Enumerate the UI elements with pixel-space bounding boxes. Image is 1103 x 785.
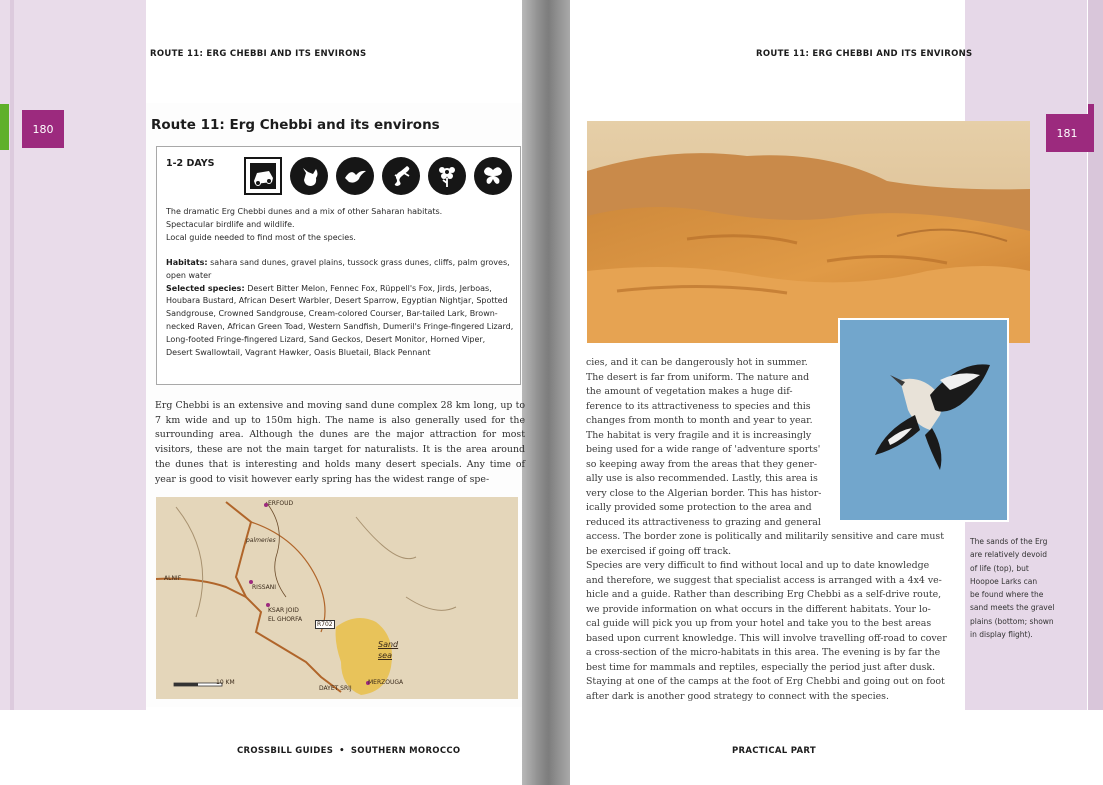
interest-icons xyxy=(244,157,512,195)
body-line: a cross-section of the micro-habitats in this area. The evening is by far the xyxy=(586,647,941,658)
body-line: The desert is far from uniform. The nature and xyxy=(586,371,810,383)
intro-line: Local guide needed to find most of the species. xyxy=(166,233,356,242)
body-line: ically provided some protection to the area and xyxy=(586,502,812,513)
habitats-label: Habitats: xyxy=(166,258,208,267)
map-label-sea: sea xyxy=(378,651,392,660)
map-label-alnif: ALNIF xyxy=(164,575,182,582)
caption-line: sand meets the gravel xyxy=(970,603,1055,613)
body-line: being used for a wide range of 'adventure sports' xyxy=(586,444,821,455)
body-line: cies, and it can be dangerously hot in summer. xyxy=(586,357,808,368)
green-edge-marker xyxy=(0,104,9,150)
caption-line: are relatively devoid xyxy=(970,550,1047,560)
caption-line: plains (bottom; shown xyxy=(970,616,1054,626)
body-line: ally use is also recommended. Lastly, this area is xyxy=(586,473,818,484)
body-line: be exercised if going off track. xyxy=(586,545,732,557)
map-label-sand: Sand xyxy=(378,640,399,649)
bird-icon xyxy=(336,157,374,195)
route-info-box xyxy=(156,146,521,385)
flower-icon xyxy=(428,157,466,195)
route-intro xyxy=(166,205,511,244)
dunes-illustration xyxy=(587,121,1030,343)
map-drawing xyxy=(156,497,518,699)
caption-line: of life (top), but xyxy=(970,563,1029,573)
intro-line: Spectacular birdlife and wildlife. xyxy=(166,220,295,229)
duration-label: 1-2 DAYS xyxy=(166,158,215,169)
caption-line: Hoopoe Larks can xyxy=(970,576,1038,586)
body-line: cal guide will pick you up from your hotel and take you to the best areas xyxy=(586,618,932,629)
book-gutter xyxy=(522,0,570,785)
reptile-icon xyxy=(382,157,420,195)
body-line: based upon current knowledge. This will involve travelling off-road to cover xyxy=(586,632,947,644)
map-scale-label: 10 KM xyxy=(216,679,235,686)
footer-left xyxy=(237,746,460,756)
body-line: the amount of vegetation makes a huge dif- xyxy=(586,386,793,397)
body-line: hicle and a guide. Rather than describing Erg Chebbi as a self-drive route, xyxy=(586,589,942,600)
body-line: and therefore, we suggest that specialist access is arranged with a 4x4 ve- xyxy=(586,574,942,586)
left-margin-strip xyxy=(10,0,14,710)
habitats-text: sahara sand dunes, gravel plains, tussock grass dunes, cliffs, palm groves, open water xyxy=(166,258,510,280)
footer-series: CROSSBILL GUIDES xyxy=(237,746,334,756)
species-label: Selected species: xyxy=(166,283,245,293)
photo-caption xyxy=(970,535,1070,641)
body-line: so keeping away from the areas that they gener- xyxy=(586,458,818,470)
butterfly-icon xyxy=(474,157,512,195)
body-text-right xyxy=(586,356,947,704)
mammal-icon xyxy=(290,157,328,195)
map-label-palmeries: palmeries xyxy=(246,537,276,544)
body-line: we provide information on what occurs in the different habitats. Your lo- xyxy=(586,603,931,615)
page-number-right: 181 xyxy=(1046,114,1088,152)
footer-book: SOUTHERN MOROCCO xyxy=(350,746,461,756)
dunes-photo xyxy=(587,121,1030,343)
caption-line: in display flight). xyxy=(970,630,1033,640)
footer-right: PRACTICAL PART xyxy=(732,746,816,756)
route-map xyxy=(156,497,518,699)
map-label-ksar: KSAR JOID xyxy=(268,607,299,614)
left-margin-band xyxy=(0,0,146,710)
habitats-and-species xyxy=(166,257,514,359)
map-label-road: R702 xyxy=(317,621,333,628)
species-paragraph xyxy=(166,283,514,360)
running-head-right: ROUTE 11: ERG CHEBBI AND ITS ENVIRONS xyxy=(756,49,973,59)
habitats-paragraph xyxy=(166,257,514,283)
caption-line: be found where the xyxy=(970,590,1044,600)
body-line: The habitat is very fragile and it is increasingly xyxy=(586,429,812,441)
route-title: Route 11: Erg Chebbi and its environs xyxy=(151,117,440,133)
map-label-rissani: RISSANI xyxy=(252,584,277,591)
body-line: ference to its attractiveness to species and this xyxy=(586,400,811,412)
body-text-left: Erg Chebbi is an extensive and moving sand dune complex 28 km long, up to 7 km wide and up to 150m high. The name is also generally used for the surrounding area. Although the dunes are the major attraction for most visitors, these are not the main target for naturalists. It is the area around the dunes that is interesting and holds many desert specials. Any time of year is good to visit however early spring has the widest range of spe- xyxy=(155,400,525,485)
map-label-el-ghorfa: EL GHORFA xyxy=(268,616,303,623)
map-label-merzouga: MERZOUGA xyxy=(368,679,404,686)
body-line: access. The border zone is politically and militarily sensitive and care must xyxy=(586,531,945,542)
body-line: Species are very difficult to find without local and up to date knowledge xyxy=(586,560,930,571)
map-label-dayet: DAYET SRIJ xyxy=(319,685,352,692)
running-head-left: ROUTE 11: ERG CHEBBI AND ITS ENVIRONS xyxy=(150,49,367,59)
page-number-left: 180 xyxy=(22,110,64,148)
body-line: reduced its attractiveness to grazing and general xyxy=(586,516,821,528)
car-icon xyxy=(244,157,282,195)
species-text: Desert Bitter Melon, Fennec Fox, Rüppell's Fox, Jirds, Jerboas, Houbara Bustard, African Desert Warbler, Desert Sparrow, Egyptian Nightjar, Spotted Sandgrouse, Crowned Sandgrouse, Cream-colored Courser, Bar-tailed Lark, Brown-necked Raven, African Green Toad, Western Sandfish, Dumeril's Fringe-fingered Lizard, Long-footed Fringe-fingered Lizard, Sand Geckos, Desert Monitor, Horned Viper, Desert Swallowtail, Vagrant Hawker, Oasis Bluetail, Black Pennant xyxy=(166,283,514,357)
body-line: very close to the Algerian border. This has histor- xyxy=(586,487,822,499)
purple-edge-marker xyxy=(1088,104,1094,152)
body-line: changes from month to month and year to year. xyxy=(586,415,813,426)
footer-bullet: • xyxy=(339,746,345,756)
body-line: Staying at one of the camps at the foot of Erg Chebbi and going out on foot xyxy=(586,676,945,687)
body-line: best time for mammals and reptiles, especially the period just after dusk. xyxy=(586,661,936,673)
intro-line: The dramatic Erg Chebbi dunes and a mix of other Saharan habitats. xyxy=(166,207,443,216)
caption-line: The sands of the Erg xyxy=(970,537,1048,546)
map-label-erfoud: ERFOUD xyxy=(268,500,294,507)
body-line: after dark is another good strategy to connect with the species. xyxy=(586,690,889,702)
